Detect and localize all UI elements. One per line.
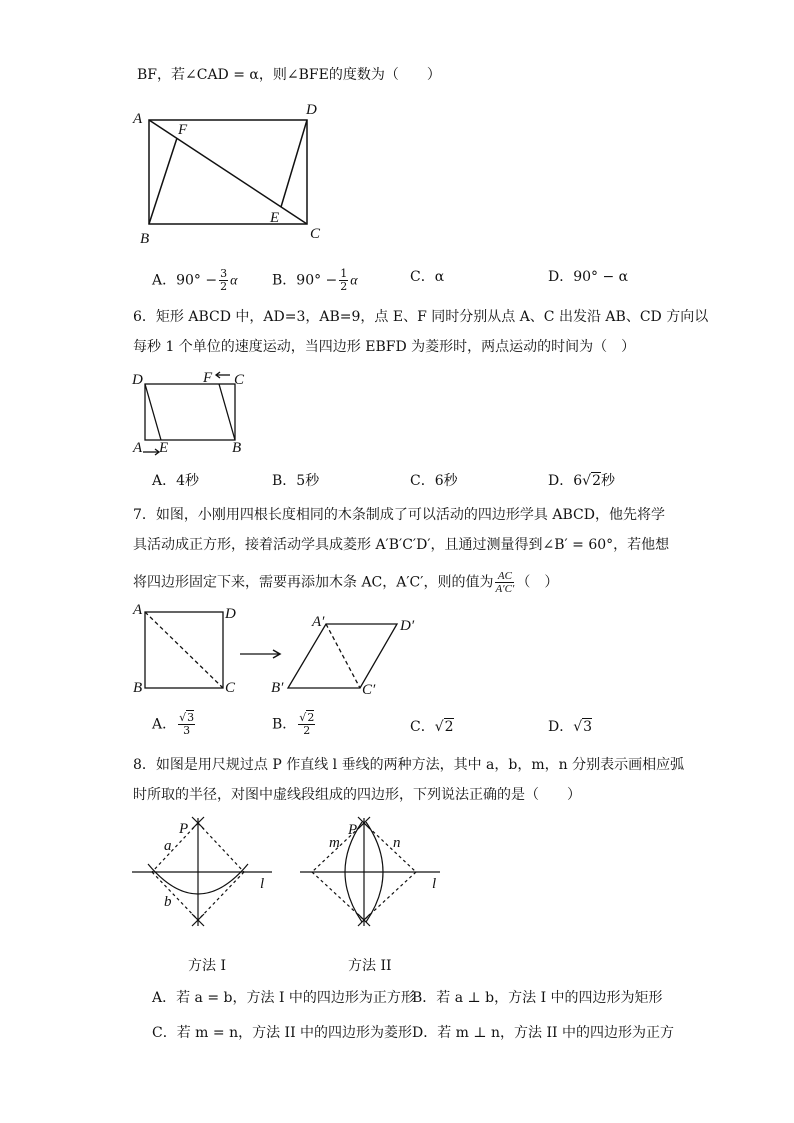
q7-option-a[interactable] (152, 712, 197, 737)
q6-option-c[interactable]: C．6秒 (410, 473, 458, 489)
q5-option-a-alpha: α (230, 273, 238, 289)
q6-label-e: E (159, 440, 169, 456)
q5-option-b[interactable] (272, 268, 358, 293)
q5-label-c: C (310, 226, 321, 242)
q6-label-d: D (132, 372, 143, 388)
q8-stem-line2: 时所取的半径，对图中虚线段组成的四边形，下列说法正确的是（ ） (133, 787, 581, 803)
q5-option-a-prefix: A．90° − (152, 272, 218, 289)
q8-option-a[interactable]: A．若 a = b，方法 I 中的四边形为正方形 (152, 990, 415, 1006)
q8-fig1-label-l: l (260, 876, 265, 892)
q5-label-e: E (270, 210, 280, 226)
q7-option-d-root: 3 (583, 719, 593, 735)
q5-label-f: F (178, 122, 188, 138)
q7-label-c: C (225, 680, 236, 696)
q6-option-a[interactable]: A．4秒 (152, 473, 200, 489)
q6-label-a: A (133, 440, 143, 456)
q8-fig2-label-l: l (432, 876, 437, 892)
q5-label-a: A (133, 111, 143, 127)
q6-option-d[interactable]: D．6√2秒 (548, 473, 615, 489)
q7-ratio-fraction: $\frac{AC}{A'C'}$ (495, 570, 515, 595)
q6-figure (130, 366, 260, 462)
q8-option-b[interactable]: B．若 a ⊥ b，方法 I 中的四边形为矩形 (412, 990, 663, 1006)
q7-option-d-prefix: D． (548, 719, 574, 735)
q5-figure (130, 98, 330, 248)
q7-stem-line1: 7．如图，小刚用四根长度相同的木条制成了可以活动的四边形学具 ABCD，他先将学 (133, 507, 665, 523)
q7-option-c-root: 2 (444, 719, 454, 735)
q7-option-a-prefix: A． (152, 716, 177, 733)
q8-option-d[interactable]: D．若 m ⊥ n，方法 II 中的四边形为正方 (412, 1025, 674, 1041)
q8-fig2-label-p: P (348, 822, 358, 838)
q8-caption-method1: 方法 I (188, 958, 226, 974)
q6-option-d-suffix: 秒 (600, 473, 615, 489)
q7-figure (130, 600, 440, 700)
q7-label-d: D (225, 606, 236, 622)
q6-label-f: F (203, 370, 213, 386)
q7-label-a-prime: A′ (312, 614, 325, 630)
q5-label-d: D (306, 102, 317, 118)
q7-stem-line3-paren: （ ） (516, 574, 559, 591)
q7-option-c[interactable]: C．√2 (410, 719, 454, 735)
q7-label-a: A (133, 602, 143, 618)
q5-option-d[interactable]: D．90° − α (548, 269, 629, 285)
q6-option-d-prefix: D．6 (548, 473, 583, 489)
q7-option-b-prefix: B． (272, 716, 297, 733)
q8-option-c[interactable]: C．若 m = n，方法 II 中的四边形为菱形 (152, 1025, 413, 1041)
q7-option-a-fraction: $\frac{√3}{3}$ (179, 711, 195, 737)
q8-fig2-label-n: n (393, 835, 401, 851)
q7-label-c-prime: C′ (362, 682, 376, 698)
q8-figure-method1 (130, 814, 280, 929)
q7-option-b-fraction: $\frac{√2}{2}$ (299, 711, 315, 737)
q7-stem-line3 (133, 570, 558, 595)
q8-fig1-label-a: a (164, 838, 172, 854)
q8-fig1-label-p: P (179, 821, 189, 837)
q5-option-b-alpha: α (350, 273, 358, 289)
q5-option-a-fraction: $\frac{3}{2}$ (220, 267, 228, 293)
q7-label-b: B (133, 680, 143, 696)
q5-option-b-fraction: $\frac{1}{2}$ (340, 267, 348, 293)
q7-option-c-prefix: C． (410, 719, 435, 735)
q6-stem-line2: 每秒 1 个单位的速度运动，当四边形 EBFD 为菱形时，两点运动的时间为（ ） (133, 339, 636, 355)
q5-option-c[interactable]: C．α (410, 269, 445, 285)
q5-stem-tail: BF，若∠CAD = α，则∠BFE的度数为（ ） (137, 67, 441, 83)
q8-figure-method2 (298, 814, 448, 929)
q6-option-d-root: 2 (592, 473, 601, 489)
q7-option-b[interactable] (272, 712, 317, 737)
q8-fig1-label-b: b (164, 894, 172, 910)
q8-stem-line1: 8．如图是用尺规过点 P 作直线 l 垂线的两种方法，其中 a，b，m，n 分别表示画相应弧 (133, 757, 685, 773)
q6-stem-line1: 6．矩形 ABCD 中，AD=3，AB=9，点 E、F 同时分别从点 A、C 出发沿 AB、CD 方向以 (133, 309, 709, 325)
q8-caption-method2: 方法 II (348, 958, 392, 974)
q5-option-b-prefix: B．90° − (272, 272, 338, 289)
q6-label-c: C (234, 372, 245, 388)
q7-stem-line3-text: 将四边形固定下来，需要再添加木条 AC，A′C′，则的值为 (133, 574, 494, 591)
q6-label-b: B (232, 440, 242, 456)
q8-fig2-label-m: m (329, 835, 340, 851)
q7-option-d[interactable]: D．√3 (548, 719, 593, 735)
q7-stem-line2: 具活动成正方形，接着活动学具成菱形 A′B′C′D′，且通过测量得到∠B′ = 60°，若他想 (133, 537, 670, 553)
q7-label-b-prime: B′ (271, 680, 284, 696)
q5-label-b: B (140, 231, 150, 247)
q6-option-b[interactable]: B．5秒 (272, 473, 320, 489)
q7-label-d-prime: D′ (400, 618, 415, 634)
q5-option-a[interactable] (152, 268, 237, 293)
